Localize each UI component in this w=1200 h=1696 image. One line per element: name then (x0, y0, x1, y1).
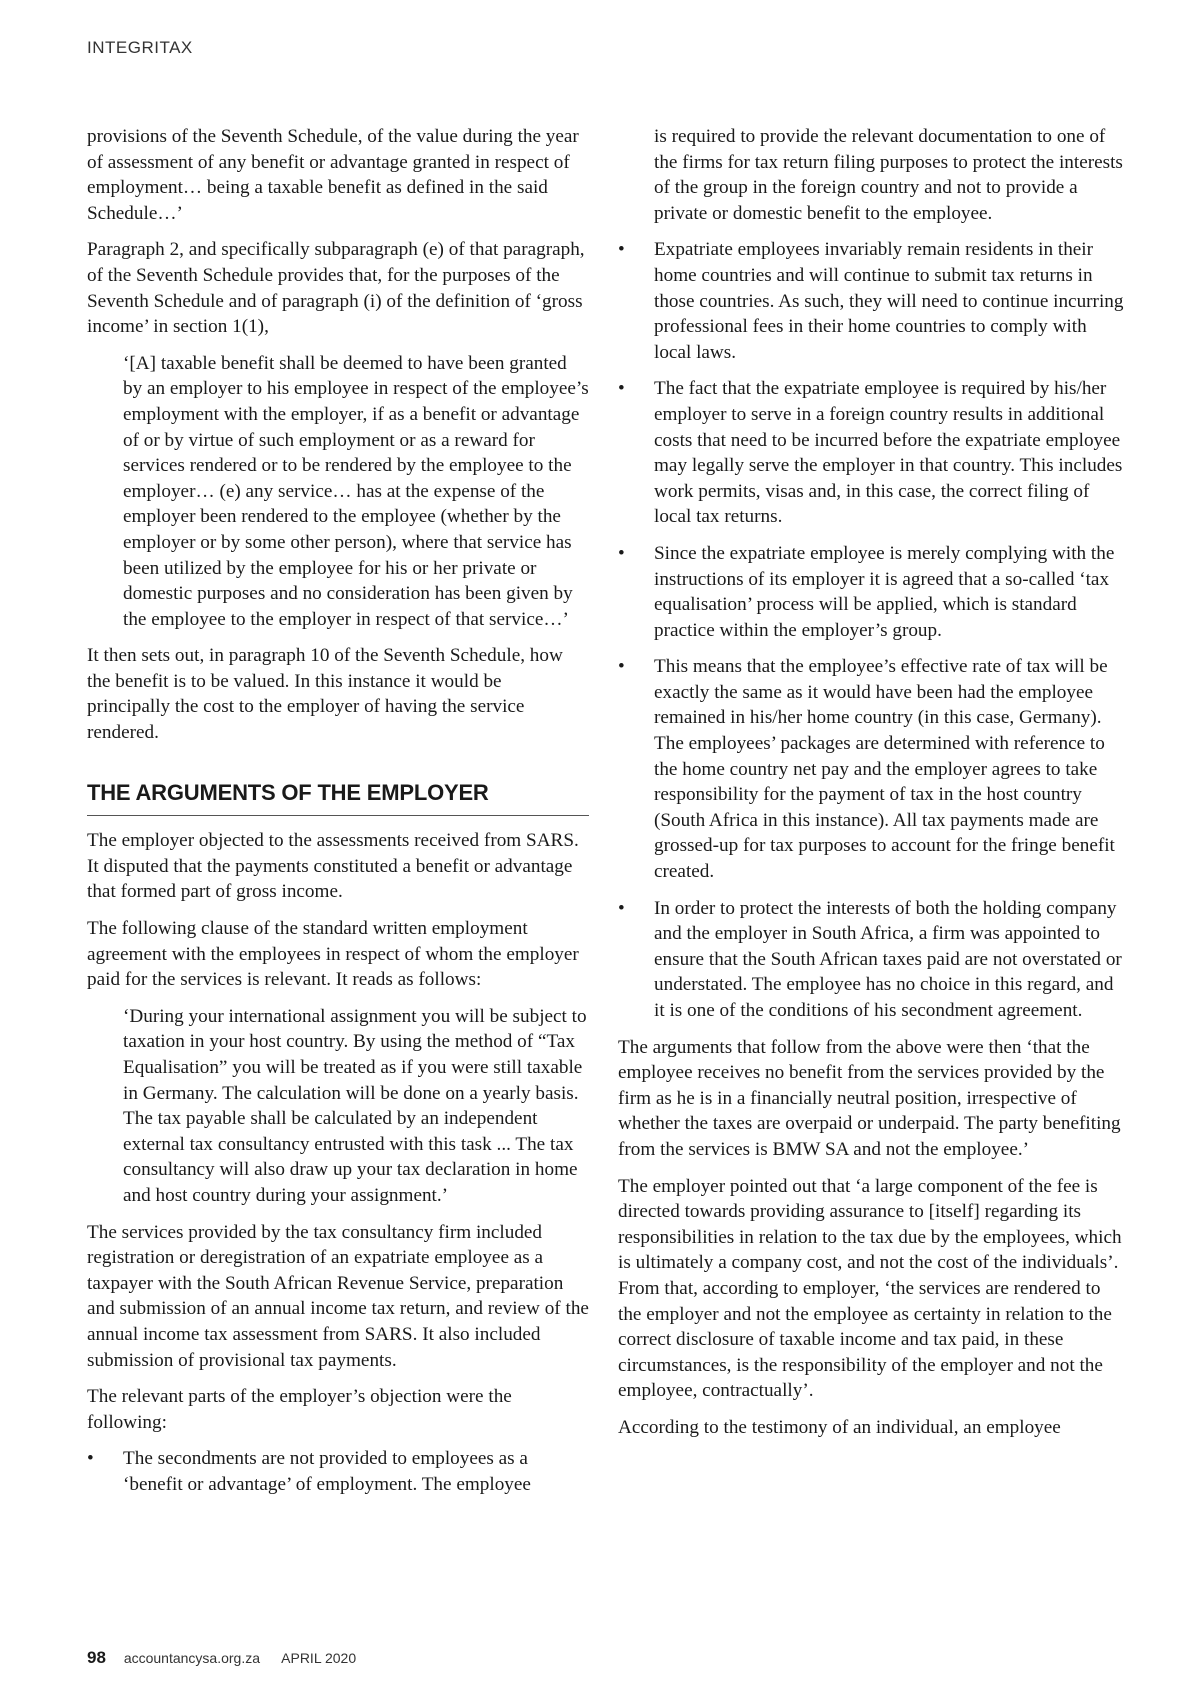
bullet-item: • Since the expatriate employee is merely complying with the instructions of its employer it is agreed that a so-called ‘tax equalisation’ process will be applied, which is standard practice within the employer’s group. (618, 541, 1124, 643)
paragraph: The employer pointed out that ‘a large component of the fee is directed towards providing assurance to [itself] regarding its responsibilities in relation to the tax due by the employees, which is ultimately a company cost, and not the cost of the individuals’. From that, according to employer, ‘the services are rendered to the employer and not the employee as certainty in relation to the correct disclosure of taxable income and tax paid, in these circumstances, is the responsibility of the employer and not the employee, contractually’. (618, 1175, 1122, 1402)
paragraph: The employer objected to the assessments received from SARS. It disputed that the payments constituted a benefit or advantage that formed part of gross income. (87, 830, 579, 903)
bullet-item: • Expatriate employees invariably remain residents in their home countries and will continue to submit tax returns in those countries. As such, they will need to continue incurring professional fees in their home countries to comply with local laws. (618, 237, 1124, 365)
paragraph: The arguments that follow from the above were then ‘that the employee receives no benefit from the services provided by the firm as he is in a financially neutral position, irrespective of whether the taxes are overpaid or underpaid. The party benefiting from the services is BMW SA and not the employee.’ (618, 1036, 1121, 1160)
bullet-continuation: is required to provide the relevant documentation to one of the firms for tax return filing purposes to protect the interests of the group in the foreign country and not to provide a private or domestic benefit to the employee. (654, 126, 1123, 224)
paragraph: According to the testimony of an individual, an employee (618, 1416, 1061, 1438)
paragraph: provisions of the Seventh Schedule, of the value during the year of assessment of any benefit or advantage granted in respect of employment… being a taxable benefit as defined in the said Schedule…’ (87, 126, 579, 224)
bullet-item: • The secondments are not provided to employees as a ‘benefit or advantage’ of employment. The employee (87, 1446, 589, 1497)
paragraph: The services provided by the tax consultancy firm included registration or deregistration of an expatriate employee as a taxpayer with the South African Revenue Service, preparation and submission of an annual income tax return, and review of the annual income tax assessment from SARS. It also included submission of provisional tax payments. (87, 1221, 589, 1371)
left-column (87, 124, 589, 1509)
paragraph: Paragraph 2, and specifically subparagraph (e) of that paragraph, of the Seventh Schedule provides that, for the purposes of the Seventh Schedule and of paragraph (i) of the definition of ‘gross income’ in section 1(1), (87, 239, 585, 338)
bullet-item: • In order to protect the interests of both the holding company and the employer in South Africa, a firm was appointed to ensure that the South African taxes paid are not overstated or understated. The employee has no choice in this regard, and it is one of the conditions of his secondment agreement. (618, 896, 1124, 1024)
page-footer (87, 1648, 356, 1668)
bullet-item: • This means that the employee’s effective rate of tax will be exactly the same as it would have been had the employee remained in his/her home country (in this case, Germany). The employees’ packages are determined with reference to the home country net pay and the employer agrees to take responsibility for the payment of tax in the host country (South Africa in this instance). All tax payments made are grossed-up for tax purposes to account for the fringe benefit created. (618, 654, 1124, 884)
section-heading: THE ARGUMENTS OF THE EMPLOYER (87, 780, 589, 817)
block-quote: ‘[A] taxable benefit shall be deemed to have been granted by an employer to his employee in respect of the employee’s employment with the employer, if as a benefit or advantage of or by virtue of such employment or as a reward for services rendered or to be rendered by the employee to the employer… (e) any service… has at the expense of the employer been rendered to the employee (whether by the employer or by some other person), where that service has been utilized by the employee for his or her private or domestic purposes and no consideration has been given by the employee to the employer in respect of that service…’ (123, 352, 589, 630)
block-quote: ‘During your international assignment you will be subject to taxation in your host country. By using the method of “Tax Equalisation” you will be treated as if you were still taxable in Germany. The calculation will be done on a yearly basis. The tax payable shall be calculated by an independent external tax consultancy entrusted with this task ... The tax consultancy will also draw up your tax declaration in home and host country during your assignment.’ (123, 1005, 587, 1206)
publication-header: INTEGRITAX (87, 38, 193, 57)
paragraph: It then sets out, in paragraph 10 of the Seventh Schedule, how the benefit is to be valued. In this instance it would be principally the cost to the employer of having the service rendered. (87, 645, 563, 744)
right-column (618, 124, 1124, 1452)
bullet-list (618, 237, 1124, 1023)
paragraph: The relevant parts of the employer’s objection were the following: (87, 1386, 512, 1433)
website-link[interactable]: accountancysa.org.za (123, 1650, 261, 1666)
page-number: 98 (87, 1648, 106, 1667)
bullet-item: • The fact that the expatriate employee is required by his/her employer to serve in a foreign country results in additional costs that need to be incurred before the expatriate employee may legally serve the employer in that country. This includes work permits, visas and, in this case, the correct filing of local tax returns. (618, 376, 1124, 530)
issue-date: APRIL 2020 (281, 1650, 357, 1666)
bullet-list (87, 1446, 589, 1497)
paragraph: The following clause of the standard written employment agreement with the employees in respect of whom the employer paid for the services is relevant. It reads as follows: (87, 918, 579, 991)
